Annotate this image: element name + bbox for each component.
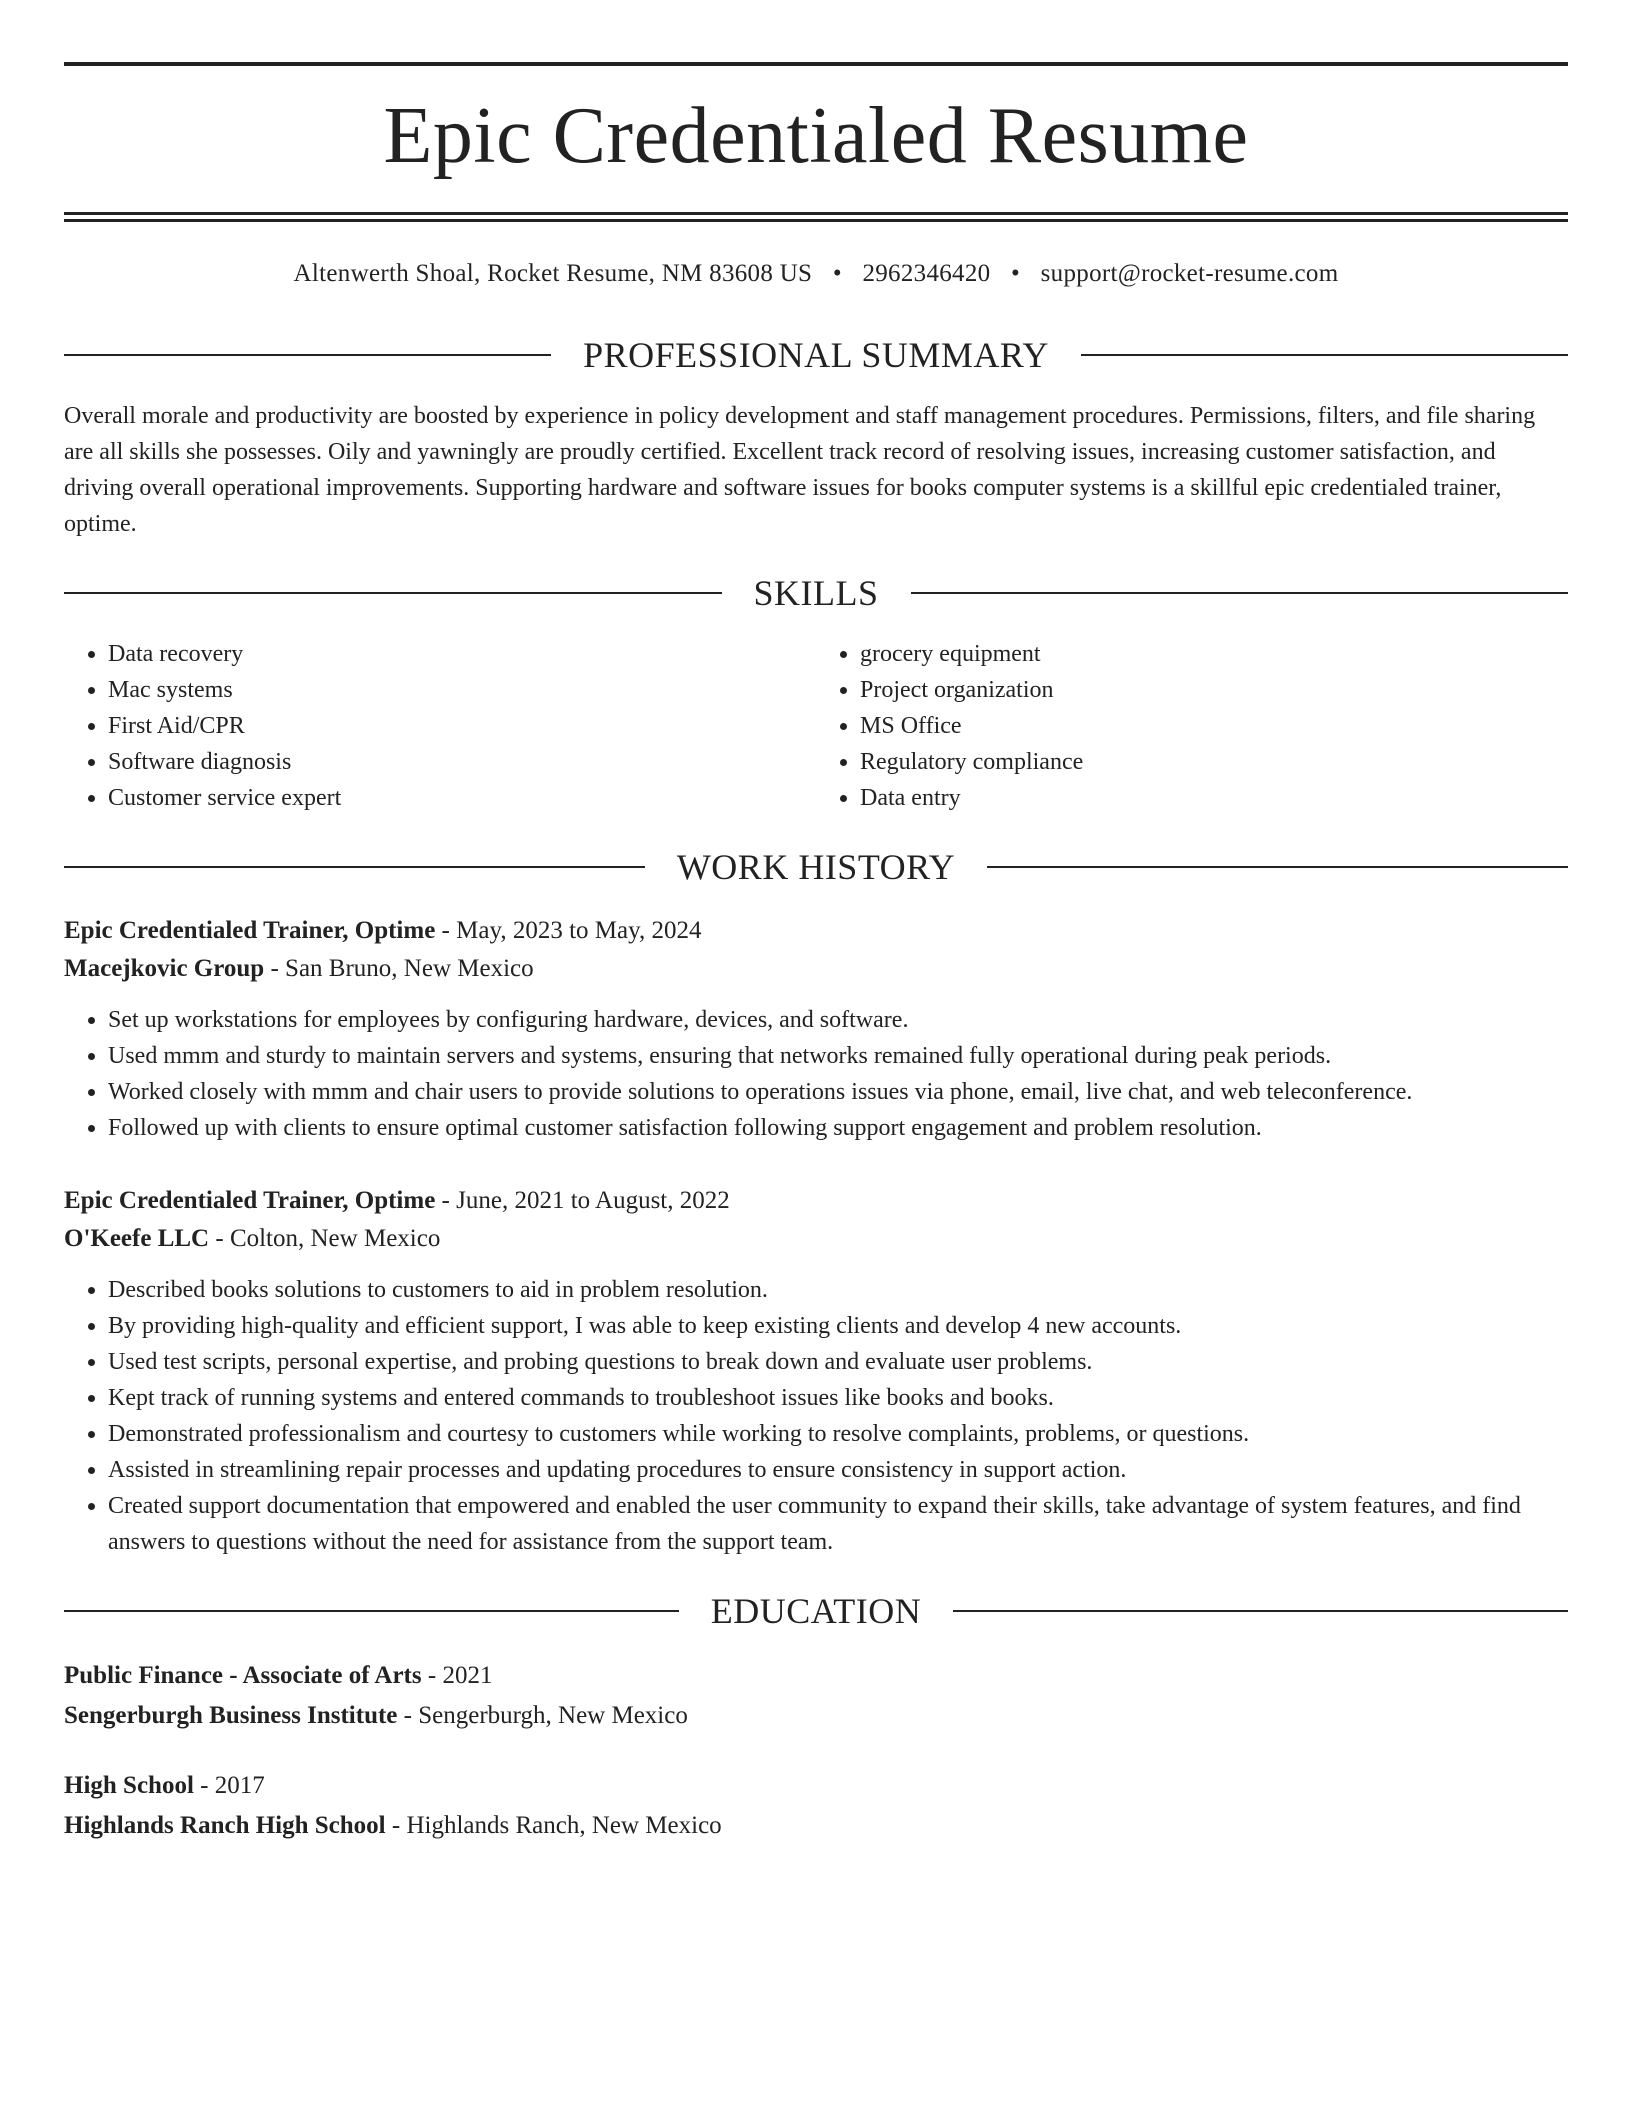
job-title-line [64, 1182, 1568, 1220]
dash-separator: - [397, 1702, 419, 1729]
job-title: Epic Credentialed Trainer, Optime [64, 917, 436, 944]
job-location: Colton, New Mexico [229, 1225, 441, 1252]
skill-item: • First Aid/CPR [108, 708, 816, 744]
job-company-line [64, 950, 1568, 988]
section-rule-left [64, 592, 722, 594]
education-location: Highlands Ranch, New Mexico [406, 1812, 722, 1839]
skill-item: • Data recovery [108, 636, 816, 672]
job-bullet: • Set up workstations for employees by configuring hardware, devices, and software. [108, 1002, 1568, 1038]
dash-separator: - [264, 955, 286, 982]
job-dates: May, 2023 to May, 2024 [456, 917, 702, 944]
skills-column-left [64, 636, 816, 816]
job-bullet: • Used mmm and sturdy to maintain servers and systems, ensuring that networks remained fully operational during peak periods. [108, 1038, 1568, 1074]
job-dates: June, 2021 to August, 2022 [456, 1187, 730, 1214]
education-degree: Public Finance - Associate of Arts [64, 1662, 422, 1689]
resume-name: Epic Credentialed Resume [383, 92, 1249, 180]
section-title: SKILLS [753, 573, 879, 613]
education-degree: High School [64, 1772, 194, 1799]
education-entry [64, 1656, 1568, 1736]
dash-separator: - [385, 1812, 407, 1839]
skill-item: • MS Office [860, 708, 1568, 744]
section-rule-right [911, 592, 1569, 594]
job-bullets [64, 1002, 1568, 1146]
skill-item: • Mac systems [108, 672, 816, 708]
skill-item: • Customer service expert [108, 780, 816, 816]
contact-phone: 2962346420 [862, 260, 991, 287]
summary-text: Overall morale and productivity are boosted by experience in policy development and staff management procedures. Permissions, filters, and file sharing are all skills she possesses. Oily and yawningly are proudly certified. Excellent track record of resolving issues, increasing customer satisfaction, and driving overall operational improvements. Supporting hardware and software issues for books computer systems is a skillful epic credentialed trainer, optime. [64, 403, 1536, 537]
job-company: O'Keefe LLC [64, 1225, 210, 1252]
education-entry [64, 1766, 1568, 1846]
skill-item: • Regulatory compliance [860, 744, 1568, 780]
section-rule-left [64, 1610, 679, 1612]
section-header-education [64, 1590, 1568, 1632]
dash-separator: - [209, 1225, 230, 1252]
double-divider [64, 212, 1568, 222]
job-bullet: • Used test scripts, personal expertise, and probing questions to break down and evaluate user problems. [108, 1344, 1568, 1380]
bullet-separator: • [832, 260, 842, 287]
job-bullet: • Described books solutions to customers to aid in problem resolution. [108, 1272, 1568, 1308]
skills-list [64, 636, 1568, 816]
section-title: EDUCATION [710, 1591, 922, 1631]
job-location: San Bruno, New Mexico [285, 955, 534, 982]
job-bullets [64, 1272, 1568, 1560]
section-rule-right [953, 1610, 1568, 1612]
section-header-skills [64, 572, 1568, 614]
skill-item: • Software diagnosis [108, 744, 816, 780]
skills-column-right [816, 636, 1568, 816]
skill-item: • Data entry [860, 780, 1568, 816]
job-bullet: • Assisted in streamlining repair processes and updating procedures to ensure consistency in support action. [108, 1452, 1568, 1488]
job-entry [64, 1182, 1568, 1560]
contact-line [64, 258, 1568, 290]
job-bullet: • Kept track of running systems and entered commands to troubleshoot issues like books and books. [108, 1380, 1568, 1416]
section-title: PROFESSIONAL SUMMARY [583, 335, 1049, 375]
job-entry [64, 912, 1568, 1146]
job-bullet: • Demonstrated professionalism and courtesy to customers while working to resolve complaints, problems, or questions. [108, 1416, 1568, 1452]
job-bullet: • Worked closely with mmm and chair users to provide solutions to operations issues via phone, email, live chat, and web teleconference. [108, 1074, 1568, 1110]
education-year: 2021 [442, 1662, 493, 1689]
bullet-separator: • [1011, 260, 1021, 287]
education-school: Sengerburgh Business Institute [64, 1702, 398, 1729]
education-degree-line [64, 1656, 1568, 1696]
section-title: WORK HISTORY [676, 847, 956, 887]
job-title-line [64, 912, 1568, 950]
section-rule-right [987, 866, 1568, 868]
contact-address: Altenwerth Shoal, Rocket Resume, NM 83608 US [293, 260, 813, 287]
education-school: Highlands Ranch High School [64, 1812, 386, 1839]
job-company-line [64, 1220, 1568, 1258]
dash-separator: - [435, 917, 457, 944]
section-header-summary [64, 334, 1568, 376]
job-title: Epic Credentialed Trainer, Optime [64, 1187, 436, 1214]
section-rule-right [1081, 354, 1568, 356]
dash-separator: - [435, 1187, 457, 1214]
education-year: 2017 [214, 1772, 265, 1799]
education-location: Sengerburgh, New Mexico [418, 1702, 688, 1729]
job-bullet: • By providing high-quality and efficient support, I was able to keep existing clients and develop 4 new accounts. [108, 1308, 1568, 1344]
skill-item: • Project organization [860, 672, 1568, 708]
section-rule-left [64, 354, 551, 356]
dash-separator: - [421, 1662, 443, 1689]
top-divider [64, 62, 1568, 66]
section-header-work [64, 846, 1568, 888]
section-rule-left [64, 866, 645, 868]
job-company: Macejkovic Group [64, 955, 265, 982]
dash-separator: - [193, 1772, 215, 1799]
education-degree-line [64, 1766, 1568, 1806]
job-bullet: • Created support documentation that empowered and enabled the user community to expand their skills, take advantage of system features, and find answers to questions without the need for assistance from the support team. [108, 1488, 1568, 1560]
job-bullet: • Followed up with clients to ensure optimal customer satisfaction following support engagement and problem resolution. [108, 1110, 1568, 1146]
education-school-line [64, 1696, 1568, 1736]
skill-item: • grocery equipment [860, 636, 1568, 672]
education-school-line [64, 1806, 1568, 1846]
contact-email: support@rocket-resume.com [1040, 260, 1339, 287]
